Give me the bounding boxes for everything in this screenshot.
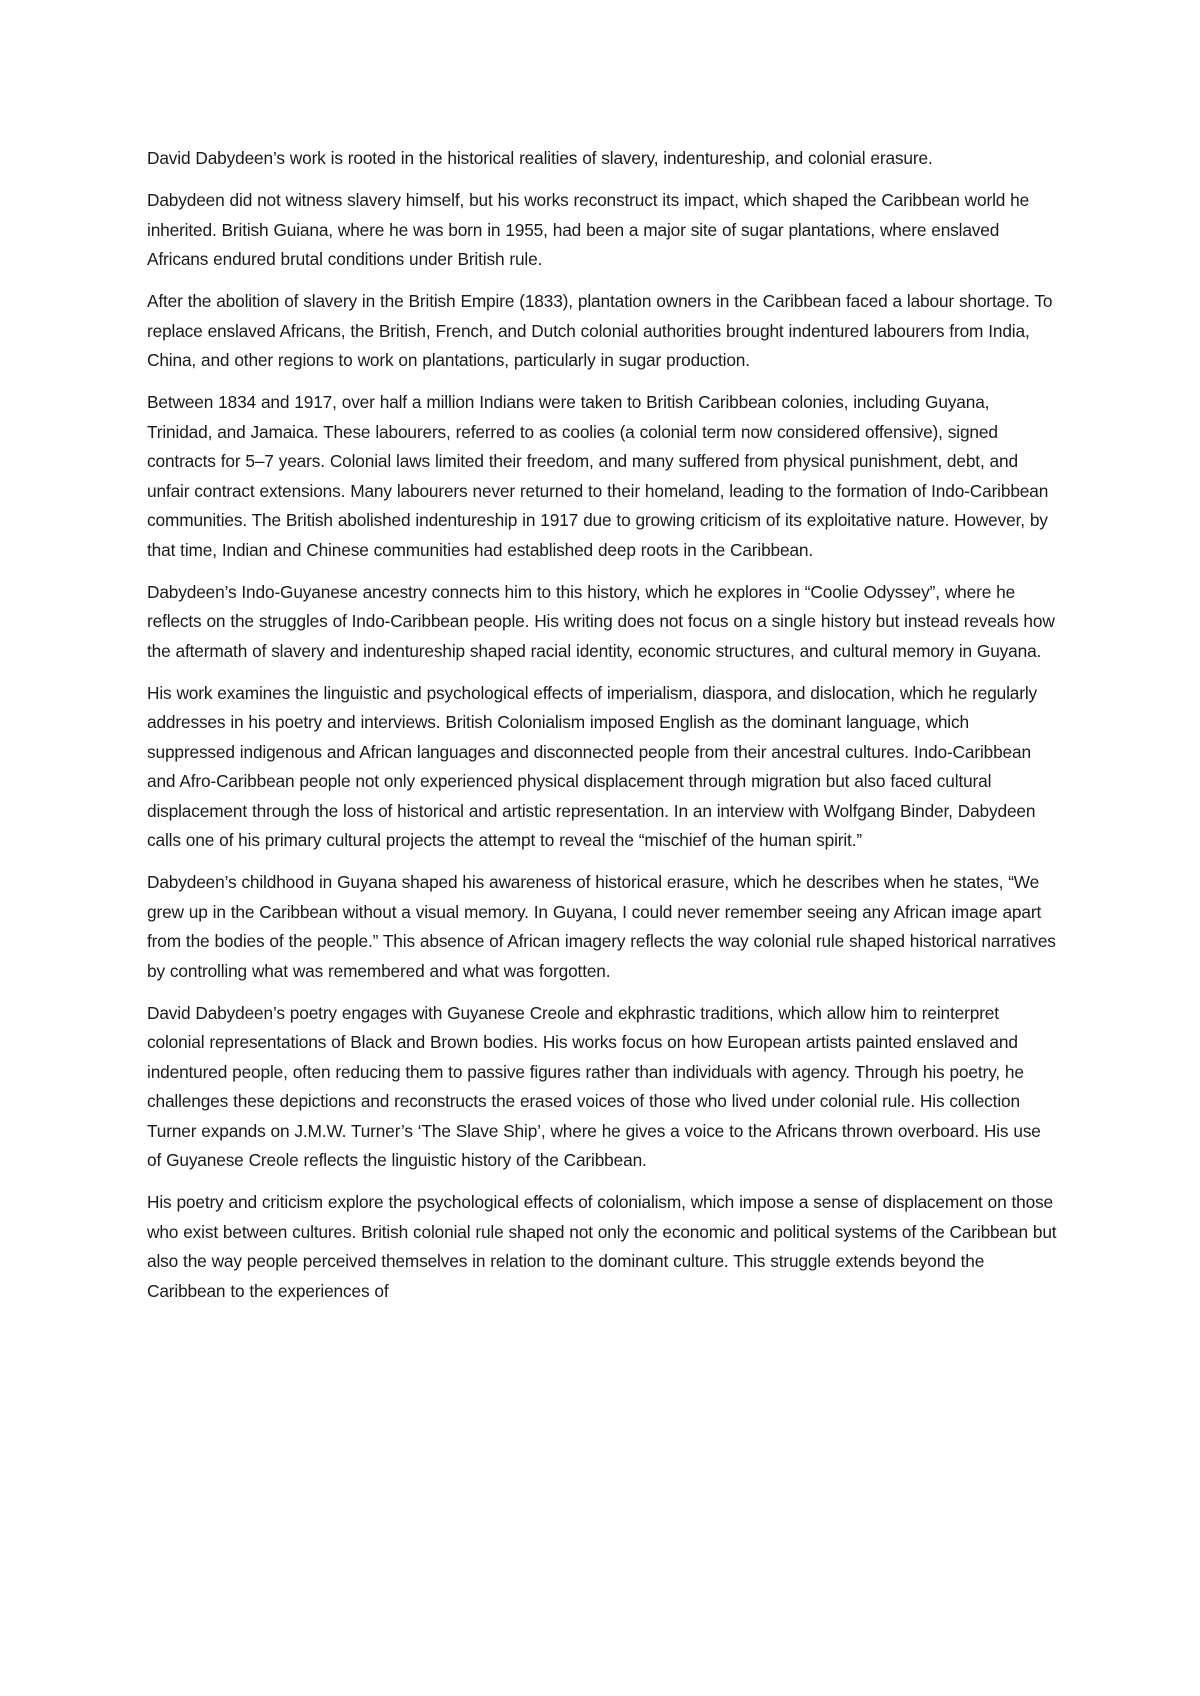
paragraph-childhood: Dabydeen’s childhood in Guyana shaped his awareness of historical erasure, which he describes when he states, “We grew up in the Caribbean without a visual memory. In Guyana, I could never remember seeing any African image apart from the bodies of the people.” This absence of African imagery reflects the way colonial rule shaped historical narratives by controlling what was remembered and what was forgotten.	[147, 872, 1056, 981]
paragraph-slavery: Dabydeen did not witness slavery himself, but his works reconstruct its impact, which shaped the Caribbean world he inherited. British Guiana, where he was born in 1955, had been a major site of sugar plantations, where enslaved Africans endured brutal conditions under British rule.	[147, 190, 1030, 269]
paragraph-linguistic-effects: His work examines the linguistic and psychological effects of imperialism, diaspora, and dislocation, which he regularly addresses in his poetry and interviews. British Colonialism imposed English as the dominant language, which suppressed indigenous and African languages and disconnected people from their ancestral cultures. Indo-Caribbean and Afro-Caribbean people not only experienced physical displacement through migration but also faced cultural displacement through the loss of historical and artistic representation. In an interview with Wolfgang Binder, Dabydeen calls one of his primary cultural projects the attempt to reveal the “mischief of the human spirit.”	[147, 682, 1038, 850]
paragraph-ancestry: Dabydeen’s Indo-Guyanese ancestry connects him to this history, which he explores in “Coolie Odyssey”, where he reflects on the struggles of Indo-Caribbean people. His writing does not focus on a single history but instead reveals how the aftermath of slavery and indentureship shaped racial identity, economic structures, and cultural memory in Guyana.	[147, 581, 1055, 661]
paragraph-abolition: After the abolition of slavery in the British Empire (1833), plantation owners in the Caribbean faced a labour shortage. To replace enslaved Africans, the British, French, and Dutch colonial authorities brought indentured labourers from India, China, and other regions to work on plantations, particularly in sugar production.	[147, 291, 1053, 370]
paragraph-criticism: His poetry and criticism explore the psychological effects of colonialism, which impose a sense of displacement on those who exist between cultures. British colonial rule shaped not only the economic and political systems of the Caribbean but also the way people perceived themselves in relation to the dominant culture. This struggle extends beyond the Caribbean to the experiences of	[147, 1192, 1057, 1301]
paragraph-intro: David Dabydeen’s work is rooted in the historical realities of slavery, indentureship, and colonial erasure.	[147, 148, 933, 168]
paragraph-poetry: David Dabydeen’s poetry engages with Guyanese Creole and ekphrastic traditions, which allow him to reinterpret colonial representations of Black and Brown bodies. His works focus on how European artists painted enslaved and indentured people, often reducing them to passive figures rather than individuals with agency. Through his poetry, he challenges these depictions and reconstructs the erased voices of those who lived under colonial rule. His collection Turner expands on J.M.W. Turner’s ‘The Slave Ship’, where he gives a voice to the Africans thrown overboard. His use of Guyanese Creole reflects the linguistic history of the Caribbean.	[147, 1002, 1041, 1170]
paragraph-indentureship: Between 1834 and 1917, over half a million Indians were taken to British Caribbean colonies, including Guyana, Trinidad, and Jamaica. These labourers, referred to as coolies (a colonial term now considered offensive), signed contracts for 5–7 years. Colonial laws limited their freedom, and many suffered from physical punishment, debt, and unfair contract extensions. Many labourers never returned to their homeland, leading to the formation of Indo-Caribbean communities. The British abolished indentureship in 1917 due to growing criticism of its exploitative nature. However, by that time, Indian and Chinese communities had established deep roots in the Caribbean.	[147, 392, 1049, 560]
document-body	[147, 144, 1058, 1306]
